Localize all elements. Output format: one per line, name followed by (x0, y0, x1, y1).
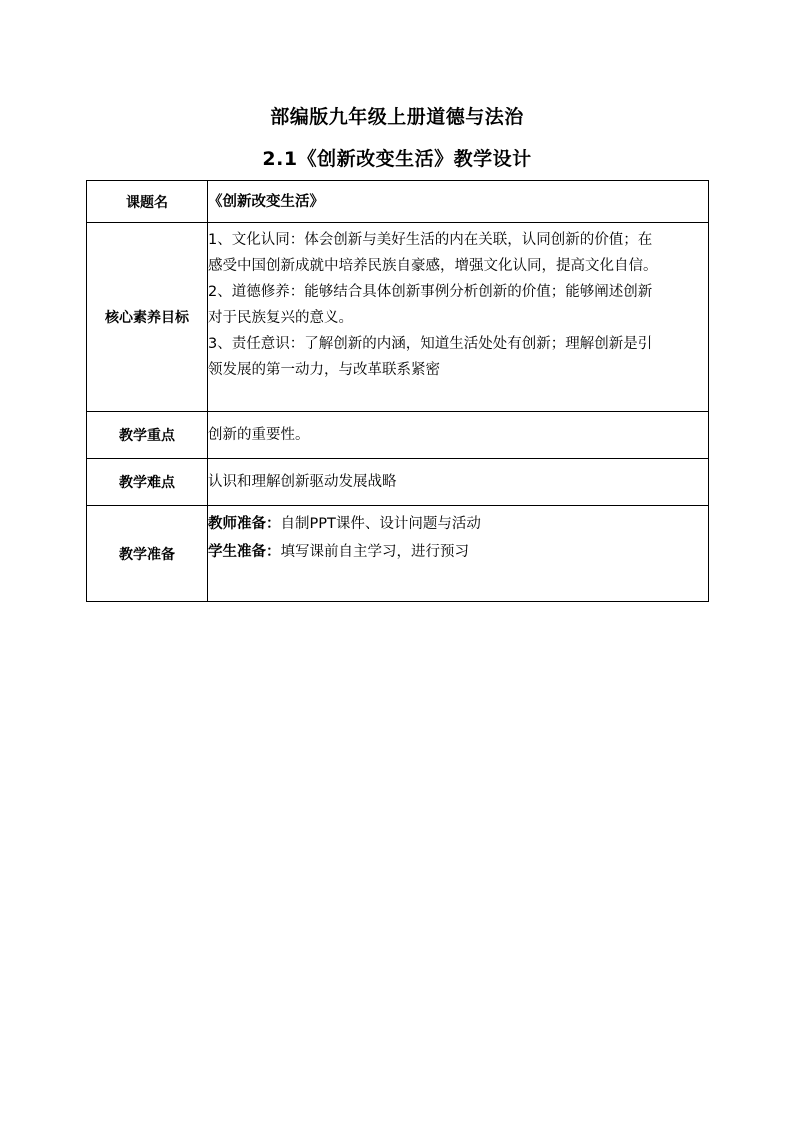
teacher-preparation-text: 自制PPT课件、设计问题与活动 (280, 516, 481, 532)
goal-line: 领发展的第一动力，与改革联系紧密 (208, 362, 440, 378)
row-label-goals: 核心素养目标 (87, 223, 208, 412)
student-preparation (208, 538, 708, 566)
row-label-topic: 课题名 (87, 181, 208, 223)
row-content-difficulties: 认识和理解创新驱动发展战略 (208, 459, 709, 506)
table-row-difficulties (87, 459, 709, 506)
goal-line: 3、责任意识：了解创新的内涵，知道生活处处有创新；理解创新是引 (208, 336, 653, 352)
student-preparation-label: 学生准备： (208, 544, 281, 560)
row-label-difficulties: 教学难点 (87, 459, 208, 506)
table-row-preparation (87, 506, 709, 602)
goal-line: 1、文化认同：体会创新与美好生活的内在关联，认同创新的价值；在 (208, 232, 653, 248)
goal-line: 对于民族复兴的意义。 (208, 310, 353, 326)
teacher-preparation (208, 510, 708, 538)
row-label-preparation: 教学准备 (87, 506, 208, 602)
table-row-key-points (87, 412, 709, 459)
student-preparation-text: 填写课前自主学习，进行预习 (280, 544, 469, 560)
row-label-key-points: 教学重点 (87, 412, 208, 459)
row-content-goals (208, 223, 709, 412)
goal-line: 感受中国创新成就中培养民族自豪感，增强文化认同，提高文化自信。 (208, 258, 658, 274)
lesson-plan-table (86, 180, 709, 602)
teacher-preparation-label: 教师准备： (208, 516, 281, 532)
document-subtitle: 2.1《创新改变生活》教学设计 (262, 148, 532, 170)
document-title: 部编版九年级上册道德与法治 (270, 106, 524, 128)
row-content-key-points: 创新的重要性。 (208, 412, 709, 459)
table-row-goals (87, 223, 709, 412)
row-content-topic: 《创新改变生活》 (208, 181, 709, 223)
row-content-preparation (208, 506, 709, 602)
goal-line: 2、道德修养：能够结合具体创新事例分析创新的价值；能够阐述创新 (208, 284, 653, 300)
table-row-topic (87, 181, 709, 223)
